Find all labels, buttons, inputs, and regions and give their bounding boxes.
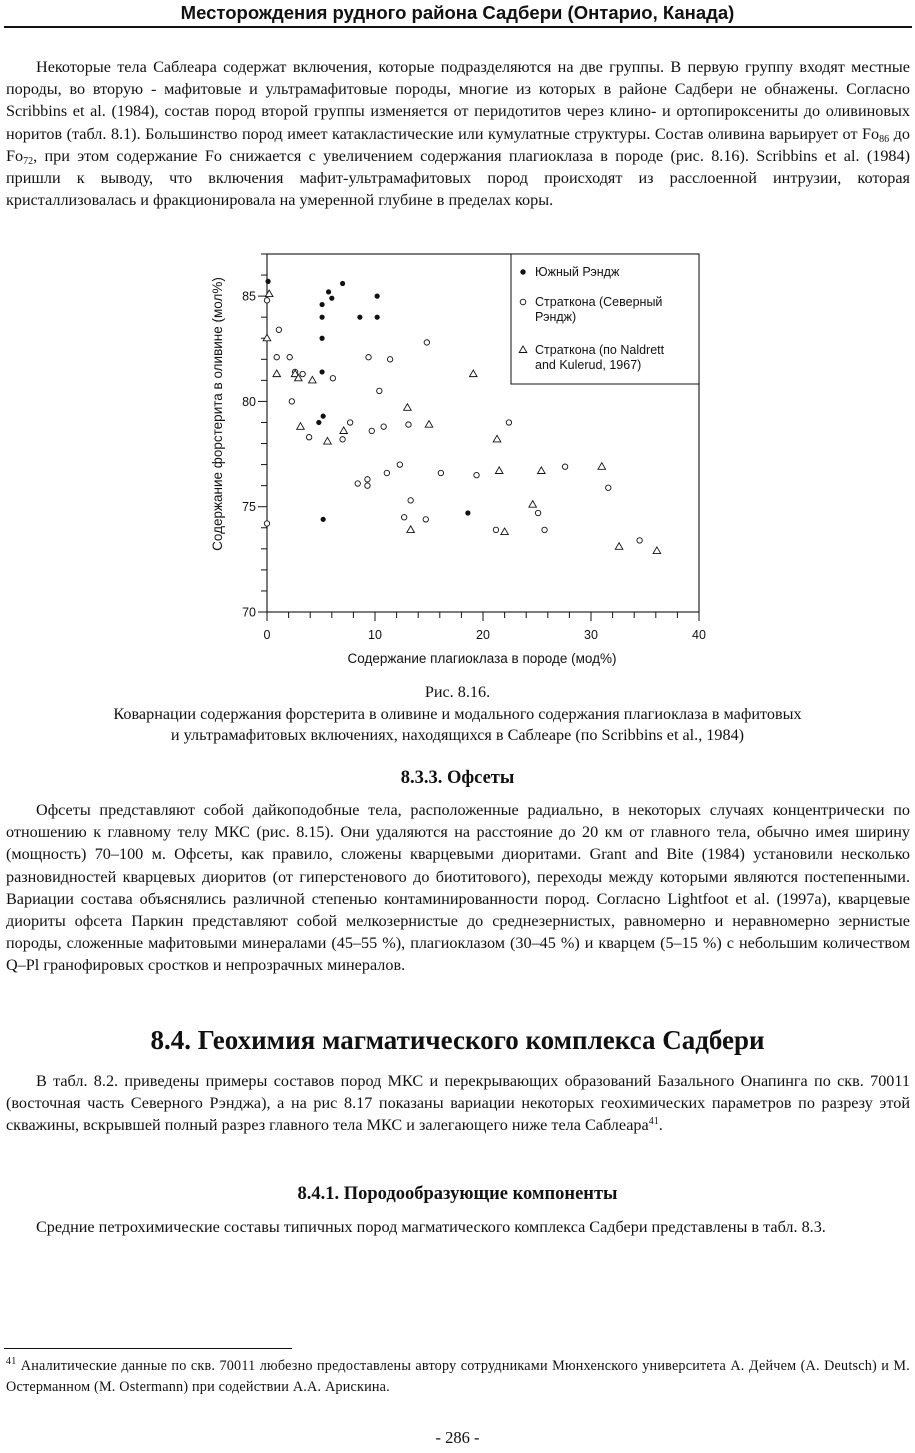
- data-point-open-triangle: [309, 376, 317, 383]
- y-axis-label: Содержание форстерита в оливине (мол%): [210, 277, 225, 551]
- data-point-open-circle: [276, 327, 281, 332]
- data-point-open-circle: [264, 298, 269, 303]
- data-point-open-circle: [340, 437, 345, 442]
- data-point-open-triangle: [340, 427, 348, 434]
- data-point-open-triangle: [404, 404, 412, 411]
- data-point-open-triangle: [263, 334, 271, 341]
- footnote-ref-41: 41: [648, 1116, 659, 1128]
- y-tick-label: 80: [242, 394, 256, 409]
- p3-text: В табл. 8.2. приведены примеры составов пород МКС и перекрывающих образований Базального Онапинга по скв. 70011 (восточная часть Северного Рэнджа), а на рис 8.17 показаны вариации некоторых геохимических параметров по разрезу этой скважины, вскрывшей полный разрез главного тела МКС и залегающего ниже тела Саблеара: [6, 1072, 910, 1135]
- scatter-plot: [200, 240, 720, 680]
- chart-legend: [511, 254, 699, 384]
- data-point-filled-circle: [319, 302, 324, 307]
- data-point-open-circle: [289, 399, 294, 404]
- footnote-number: 41: [6, 1356, 17, 1367]
- data-point-filled-circle: [265, 279, 270, 284]
- data-point-open-circle: [438, 470, 443, 475]
- data-point-filled-circle: [340, 281, 345, 286]
- figure-caption-line-2: и ультрамафитовых включениях, находящихся в Саблеаре (по Scribbins et al., 1984): [170, 726, 745, 744]
- legend-label-strathcona-naldrett-l2: and Kulerud, 1967): [535, 358, 642, 372]
- data-point-open-circle: [369, 428, 374, 433]
- footnote-41: [6, 1356, 910, 1398]
- p1-sub-72: 72: [23, 155, 34, 167]
- data-point-filled-circle: [319, 315, 324, 320]
- footnote-text: Аналитические данные по скв. 70011 любезно предоставлены автору сотрудниками Мюнхенского университета А. Дейчем (A. Deutsch) и М. Остерманном (M. Ostermann) при содействии А.А. Арискина.: [6, 1358, 910, 1395]
- data-point-open-circle: [606, 485, 611, 490]
- p2-text: Офсеты представляют собой дайкоподобные тела, расположенные радиально, в некоторых случаях концентрически по отношению к главному телу МКС (рис. 8.15). Они удаляются на расстояние до 20 км от главного тела, обычно имея ширину (мощность) 70–100 м. Офсеты, как правило, сложены кварцевыми диоритами. Grant and Bite (1984) установили несколько разновидностей кварцевых диоритов (от гиперстенового до биотитового), переходы между которыми являются постепенными. Вариации состава объяснялись различной степенью контаминированности пород. Согласно Lightfoot et al. (1997а), кварцевые диориты офсета Паркин представляют собой мелкозернистые до среднезернистых, равномерно и неравномерно зернистые породы, сложенные мафитовыми минералами (45–55 %), плагиоклазом (30–45 %) и кварцем (5–15 %) с небольшим количеством Q–Pl гранофировых сростков и непрозрачных минералов.: [6, 801, 910, 975]
- p1-text-c: , при этом содержание Fo снижается с увеличением содержания плагиоклаза в породе (рис. 8.16). Scribbins et al. (1984) пришли к выводу, что включения мафит-ультрамафитовых пород происходят из расслоенной интрузии, которая кристаллизовалась и фракционировала на умеренной глубине в пределах коры.: [6, 146, 910, 210]
- data-point-filled-circle: [321, 414, 326, 419]
- data-point-open-circle: [384, 470, 389, 475]
- data-point-filled-circle: [319, 369, 324, 374]
- data-point-open-triangle: [324, 437, 332, 444]
- data-point-filled-circle: [321, 517, 326, 522]
- data-point-filled-circle: [375, 315, 380, 320]
- p1-text-b: до Fo: [6, 124, 910, 165]
- data-point-open-circle: [506, 420, 511, 425]
- x-tick-label: 10: [368, 628, 382, 642]
- data-point-filled-circle: [465, 510, 470, 515]
- legend-label-strathcona-north-l2: Рэндж): [535, 310, 577, 324]
- data-point-open-triangle: [469, 370, 477, 377]
- data-point-open-circle: [397, 462, 402, 467]
- data-point-open-circle: [474, 472, 479, 477]
- heading-8-3-3: 8.3.3. Офсеты: [400, 768, 515, 788]
- heading-8-4-1: 8.4.1. Породообразующие компоненты: [297, 1184, 618, 1204]
- data-point-open-circle: [542, 527, 547, 532]
- data-point-open-circle: [264, 521, 269, 526]
- data-point-open-circle: [562, 464, 567, 469]
- legend-label-strathcona-north-l1: Страткона (Северный: [535, 295, 663, 309]
- x-tick-label: 20: [476, 628, 490, 642]
- data-point-open-circle: [408, 498, 413, 503]
- paragraph-geochemistry: [6, 1070, 910, 1137]
- data-point-open-triangle: [297, 423, 305, 430]
- legend-label-strathcona-naldrett-l1: Страткона (по Naldrett: [535, 343, 665, 357]
- data-point-filled-circle: [375, 294, 380, 299]
- x-tick-label: 30: [584, 628, 598, 642]
- data-point-open-circle: [637, 538, 642, 543]
- data-point-open-circle: [366, 354, 371, 359]
- p1-sub-86: 86: [879, 133, 890, 145]
- legend-marker-open-circle: [520, 299, 526, 305]
- data-point-open-circle: [535, 510, 540, 515]
- figure-caption-line-1: Коварнации содержания форстерита в оливине и модального содержания плагиоклаза в мафитовых: [113, 705, 802, 723]
- data-point-open-triangle: [615, 543, 623, 550]
- data-point-open-circle: [347, 420, 352, 425]
- data-point-open-circle: [330, 376, 335, 381]
- data-point-open-circle: [355, 481, 360, 486]
- data-point-open-circle: [365, 477, 370, 482]
- legend-label-south-range: Южный Рэндж: [535, 265, 620, 279]
- paragraph-offsets: [6, 799, 910, 977]
- data-point-open-triangle: [538, 467, 546, 474]
- data-point-open-circle: [381, 424, 386, 429]
- y-tick-label: 75: [242, 500, 256, 515]
- x-tick-label: 0: [263, 628, 271, 642]
- data-point-open-triangle: [273, 370, 281, 377]
- x-tick-label: 40: [692, 628, 706, 642]
- data-point-open-circle: [300, 371, 305, 376]
- data-point-filled-circle: [316, 420, 321, 425]
- data-point-open-triangle: [529, 501, 537, 508]
- x-axis-label: Содержание плагиоклаза в породе (мод%): [347, 651, 617, 666]
- data-point-open-triangle: [425, 421, 433, 428]
- legend-marker-filled-circle: [520, 269, 525, 274]
- page-number: - 286 -: [435, 1428, 480, 1447]
- data-point-open-circle: [424, 340, 429, 345]
- y-tick-label: 85: [242, 289, 256, 304]
- data-point-open-circle: [401, 515, 406, 520]
- data-point-open-triangle: [501, 528, 509, 535]
- data-point-open-circle: [365, 483, 370, 488]
- data-point-filled-circle: [319, 336, 324, 341]
- y-tick-label: 70: [242, 605, 256, 620]
- data-point-open-circle: [493, 527, 498, 532]
- header-rule: [4, 26, 912, 28]
- data-point-open-circle: [423, 517, 428, 522]
- running-head: Месторождения рудного района Садбери (Онтарио, Канада): [180, 2, 735, 23]
- data-point-open-circle: [306, 435, 311, 440]
- p1-text-a: Некоторые тела Саблеара содержат включения, которые подразделяются на две группы. В первую группу входят местные породы, во вторую - мафитовые и ультрамафитовые породы, многие из которых в районе Садбери не обнажены. Согласно Scribbins et al. (1984), состав пород второй группы изменяется от перидотитов через клино- и ортопироксениты до оливиновых норитов (табл. 8.1). Большинство пород имеет катакластические или кумулатные структуры. Состав оливина варьирует от Fo: [6, 58, 910, 143]
- paragraph-sableare-inclusions: [6, 56, 910, 211]
- data-point-open-circle: [406, 422, 411, 427]
- figure-label: Рис. 8.16.: [424, 683, 491, 701]
- footnote-rule: [4, 1348, 292, 1349]
- p3-text-end: .: [658, 1116, 663, 1135]
- data-point-filled-circle: [357, 315, 362, 320]
- data-point-open-triangle: [598, 463, 606, 470]
- data-point-filled-circle: [329, 296, 334, 301]
- data-point-open-circle: [377, 388, 382, 393]
- data-point-open-circle: [287, 354, 292, 359]
- data-point-filled-circle: [326, 289, 331, 294]
- heading-8-4: 8.4. Геохимия магматического комплекса Садбери: [150, 1025, 765, 1055]
- data-point-open-triangle: [495, 467, 503, 474]
- p4-text: Средние петрохимические составы типичных пород магматического комплекса Садбери представлены в табл. 8.3.: [36, 1218, 826, 1236]
- data-point-open-triangle: [407, 526, 415, 533]
- data-point-open-circle: [274, 354, 279, 359]
- data-point-open-triangle: [493, 435, 501, 442]
- paragraph-rock-components: [6, 1216, 910, 1238]
- data-point-open-triangle: [653, 547, 661, 554]
- data-point-open-circle: [387, 357, 392, 362]
- figure-8-16-chart: [200, 240, 720, 680]
